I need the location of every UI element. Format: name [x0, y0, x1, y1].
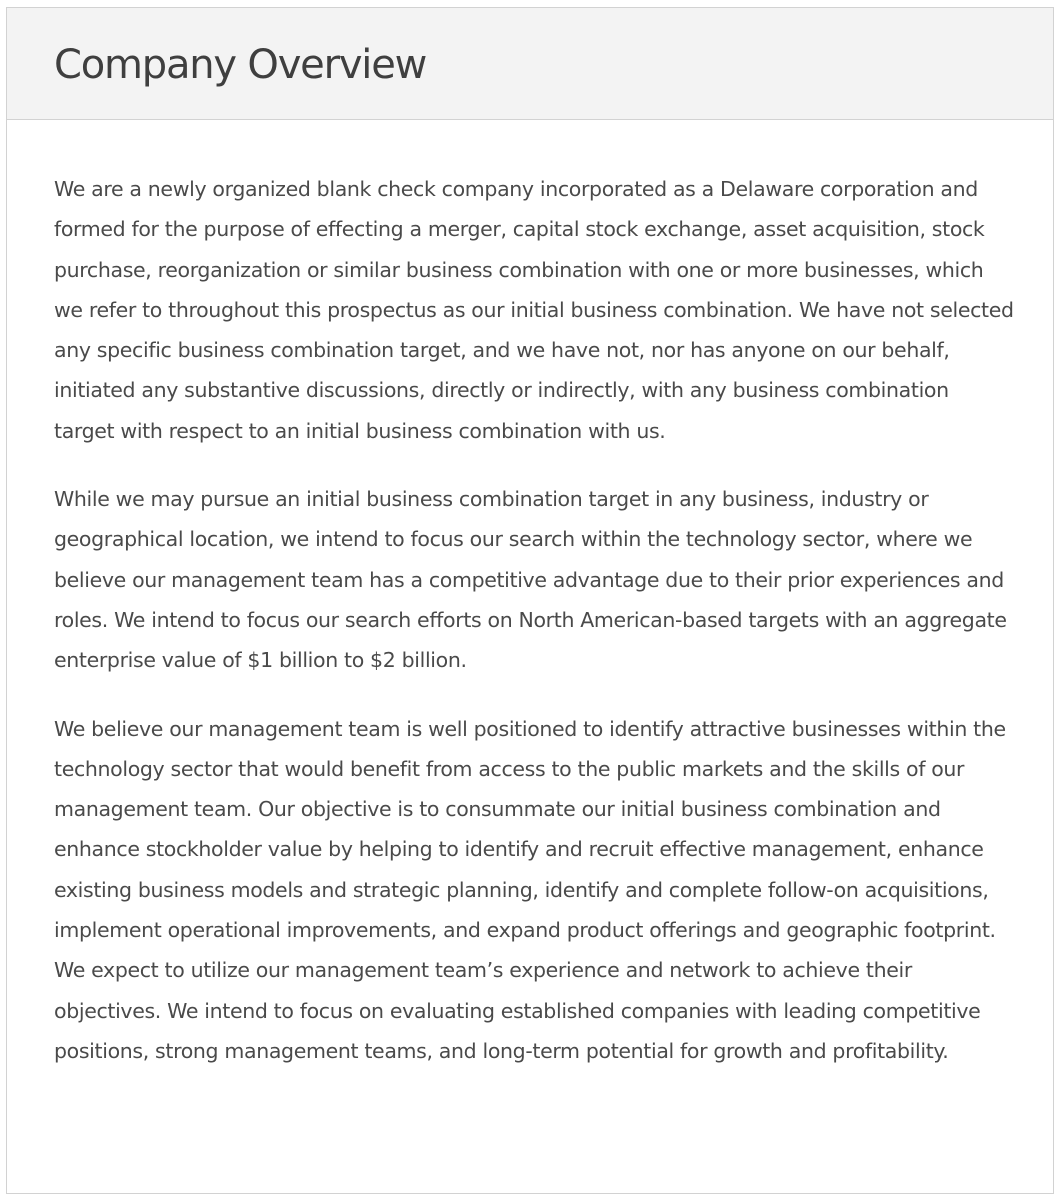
panel-header: [7, 8, 1053, 120]
panel-title: Company Overview: [54, 42, 427, 88]
company-overview-panel: [6, 7, 1054, 1194]
overview-paragraph-1: We are a newly organized blank check company incorporated as a Delaware corporation and formed for the purpose of effecting a merger, capital stock exchange, asset acquisition, stock purchase, reorganization or similar business combination with one or more businesses, which we refer to throughout this prospectus as our initial business combination. We have not selected any specific business combination target, and we have not, nor has anyone on our behalf, initiated any substantive discussions, directly or indirectly, with any business combination target with respect to an initial business combination with us.: [54, 177, 1014, 443]
overview-paragraph-3: We believe our management team is well positioned to identify attractive businesses within the technology sector that would benefit from access to the public markets and the skills of our management team. Our objective is to consummate our initial business combination and enhance stockholder value by helping to identify and recruit effective management, enhance existing business models and strategic planning, identify and complete follow-on acquisitions, implement operational improvements, and expand product offerings and geographic footprint. We expect to utilize our management team’s experience and network to achieve their objectives. We intend to focus on evaluating established companies with leading competitive positions, strong management teams, and long-term potential for growth and profitability.: [54, 716, 1006, 1063]
overview-paragraph-2: While we may pursue an initial business combination target in any business, industry or geographical location, we intend to focus our search within the technology sector, where we believe our management team has a competitive advantage due to their prior experiences and roles. We intend to focus our search efforts on North American-based targets with an aggregate enterprise value of $1 billion to $2 billion.: [54, 487, 1007, 673]
panel-body: [7, 120, 1053, 1071]
